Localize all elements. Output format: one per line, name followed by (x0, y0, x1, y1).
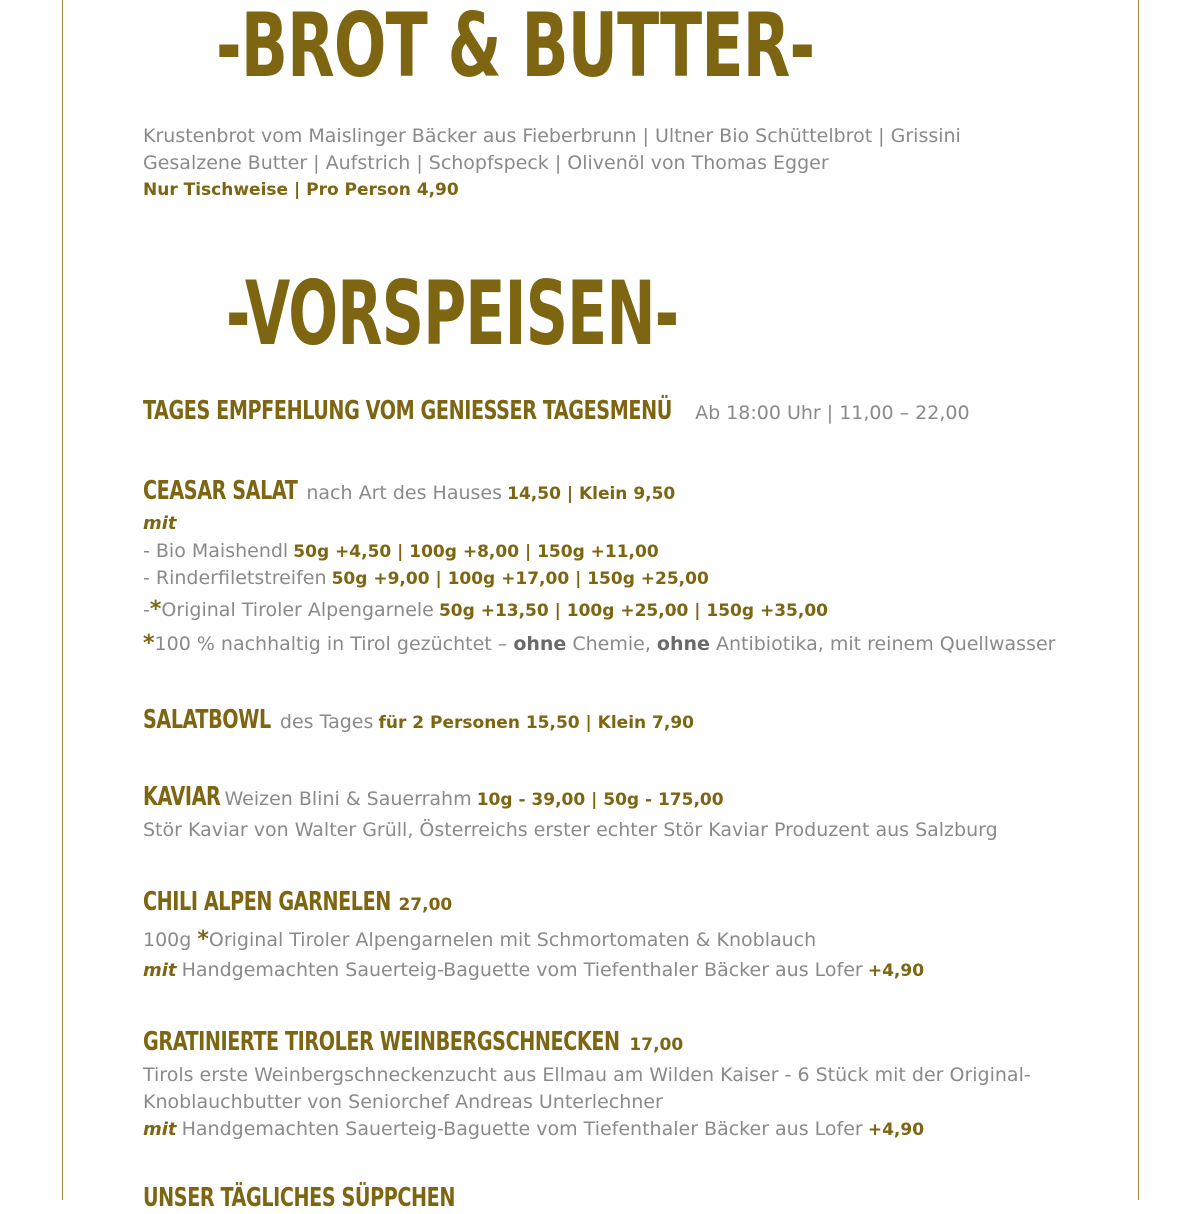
asterisk-mark: * (197, 927, 209, 952)
ceasar-price: 14,50 | Klein 9,50 (507, 484, 676, 504)
schnecken-price: 17,00 (629, 1035, 684, 1055)
ceasar-option-alpengarnele (143, 597, 828, 623)
option-label: - Bio Maishendl (143, 540, 289, 562)
asterisk-mark: * (143, 631, 155, 656)
tages-info: Ab 18:00 Uhr | 11,00 – 22,00 (695, 402, 970, 424)
kaviar-heading: KAVIAR (143, 782, 221, 812)
suppe-heading: UNSER TÄGLICHES SÜPPCHEN (143, 1183, 456, 1213)
schnecken-description-line-1: Tirols erste Weinbergschneckenzucht aus Ellmau am Wilden Kaiser - 6 Stück mit der Original- (143, 1064, 1031, 1086)
salatbowl-price: für 2 Personen 15,50 | Klein 7,90 (378, 713, 694, 733)
chili-price: 27,00 (398, 895, 453, 915)
option-price: 50g +9,00 | 100g +17,00 | 150g +25,00 (331, 569, 709, 589)
option-price: 50g +4,50 | 100g +8,00 | 150g +11,00 (293, 542, 659, 562)
menu-item-chili-garnelen (143, 887, 452, 918)
left-border-line (62, 0, 63, 1200)
section-title-vorspeisen: -VORSPEISEN- (226, 262, 679, 365)
chili-amount: 100g (143, 929, 192, 951)
menu-item-weinbergschnecken (143, 1027, 683, 1058)
mit-label: mit (143, 1119, 177, 1140)
tages-heading: TAGES EMPFEHLUNG VOM GENIESSER TAGESMENÜ (143, 396, 672, 426)
addon-price: +4,90 (867, 1120, 925, 1140)
section-title-brot-butter: -BROT & BUTTER- (216, 0, 815, 97)
chili-description (143, 927, 816, 953)
footnote-text: 100 % nachhaltig in Tirol gezüchtet – (154, 633, 508, 655)
ceasar-option-maishendl (143, 540, 659, 563)
option-dash: - (143, 599, 150, 621)
menu-item-salatbowl (143, 705, 694, 736)
ceasar-mit-label: mit (143, 513, 177, 534)
menu-item-kaviar (143, 782, 724, 813)
option-label: Original Tiroler Alpengarnele (161, 599, 434, 621)
addon-price: +4,90 (867, 961, 925, 981)
ceasar-description: nach Art des Hauses (306, 482, 503, 504)
chili-detail: Original Tiroler Alpengarnelen mit Schmortomaten & Knoblauch (208, 929, 817, 951)
salatbowl-description: des Tages (279, 711, 374, 733)
kaviar-detail: Stör Kaviar von Walter Grüll, Österreichs erster echter Stör Kaviar Produzent aus Salzburg (143, 819, 998, 841)
menu-item-ceasar-salat (143, 476, 675, 507)
right-border-line (1138, 0, 1139, 1200)
addon-text: Handgemachten Sauerteig-Baguette vom Tiefenthaler Bäcker aus Lofer (181, 1118, 863, 1140)
footnote-emphasis: ohne (513, 633, 567, 655)
salatbowl-heading: SALATBOWL (143, 705, 271, 735)
option-label: - Rinderfiletstreifen (143, 567, 327, 589)
schnecken-baguette-addon (143, 1118, 924, 1141)
schnecken-description-line-2: Knoblauchbutter von Seniorchef Andreas Unterlechner (143, 1091, 663, 1113)
alpengarnele-footnote (143, 631, 1055, 657)
kaviar-description: Weizen Blini & Sauerrahm (224, 788, 472, 810)
footnote-emphasis: ohne (656, 633, 710, 655)
footnote-text: Chemie, (572, 633, 651, 655)
chili-baguette-addon (143, 959, 924, 982)
footnote-text: Antibiotika, mit reinem Quellwasser (715, 633, 1056, 655)
brot-description-line-2: Gesalzene Butter | Aufstrich | Schopfspeck | Olivenöl von Thomas Egger (143, 152, 829, 174)
asterisk-mark: * (149, 597, 162, 622)
brot-price: Nur Tischweise | Pro Person 4,90 (143, 180, 459, 200)
brot-description-line-1: Krustenbrot vom Maislinger Bäcker aus Fieberbrunn | Ultner Bio Schüttelbrot | Grissini (143, 125, 961, 147)
addon-text: Handgemachten Sauerteig-Baguette vom Tiefenthaler Bäcker aus Lofer (181, 959, 863, 981)
chili-heading: CHILI ALPEN GARNELEN (143, 887, 391, 917)
ceasar-heading: CEASAR SALAT (143, 476, 298, 506)
menu-item-suppe (143, 1183, 524, 1214)
mit-label: mit (143, 960, 177, 981)
kaviar-price: 10g - 39,00 | 50g - 175,00 (476, 790, 724, 810)
menu-item-tages-empfehlung (143, 396, 970, 427)
schnecken-heading: GRATINIERTE TIROLER WEINBERGSCHNECKEN (143, 1027, 620, 1057)
ceasar-option-rinderfilet (143, 567, 709, 590)
option-price: 50g +13,50 | 100g +25,00 | 150g +35,00 (438, 601, 828, 621)
